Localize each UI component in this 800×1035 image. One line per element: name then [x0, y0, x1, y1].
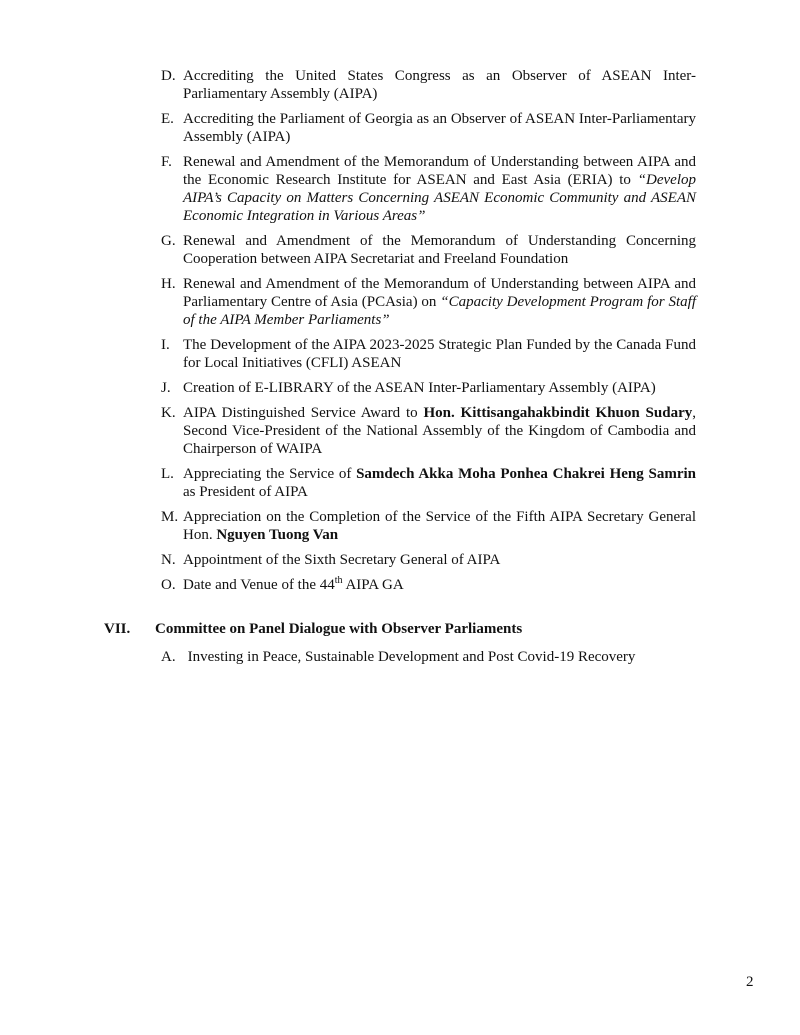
item-letter: E.: [161, 111, 174, 127]
item-letter: H.: [161, 276, 176, 292]
item-letter: F.: [161, 154, 172, 170]
item-text: [183, 336, 696, 372]
text-run: AIPA Distinguished Service Award to: [183, 405, 424, 421]
list-item: [161, 379, 696, 397]
item-letter: N.: [161, 552, 176, 568]
item-letter: O.: [161, 577, 176, 593]
item-text: [183, 379, 696, 397]
item-letter: I.: [161, 337, 170, 353]
text-run: Accrediting the Parliament of Georgia as an Observer of ASEAN Inter-Parliamentary Assembly (AIPA): [183, 111, 696, 145]
item-text: [183, 551, 696, 569]
bold-name: Hon. Kittisangahakbindit Khuon Sudary: [423, 405, 693, 421]
item-text: [183, 465, 696, 501]
text-run: Renewal and Amendment of the Memorandum of Understanding between AIPA and the Economic Research Institute for ASEAN and East Asia (ERIA) to: [183, 154, 696, 188]
list-item: [161, 508, 696, 544]
bold-name: Samdech Akka Moha Ponhea Chakrei Heng Samrin: [356, 466, 696, 482]
list-item: [161, 404, 696, 458]
text-run: Renewal and Amendment of the Memorandum of Understanding Concerning Cooperation between AIPA Secretariat and Freeland Foundation: [183, 233, 696, 267]
item-text: [183, 232, 696, 268]
page-number: 2: [746, 974, 754, 990]
text-run: Date and Venue of the 44: [183, 577, 335, 593]
item-text: [183, 508, 696, 544]
section-number: VII.: [104, 621, 131, 637]
text-run: Appointment of the Sixth Secretary General of AIPA: [183, 552, 501, 568]
item-text: [183, 404, 696, 458]
sub-item-title: Investing in Peace, Sustainable Development and Post Covid-19 Recovery: [187, 649, 636, 665]
item-text: [183, 110, 696, 146]
agenda-item-list: [161, 67, 696, 601]
italic-title: “Develop AIPA’s Capacity on Matters Concerning ASEAN Economic Community and ASEAN Economic Integration in Various Areas”: [183, 172, 696, 224]
list-item: [161, 551, 696, 569]
item-letter: K.: [161, 405, 176, 421]
text-run: Creation of E-LIBRARY of the ASEAN Inter-Parliamentary Assembly (AIPA): [183, 380, 656, 396]
text-run: th: [334, 575, 343, 586]
section-title: Committee on Panel Dialogue with Observer Parliaments: [155, 621, 523, 637]
item-text: [183, 576, 696, 594]
italic-title: “Capacity Development Program for Staff of the AIPA Member Parliaments”: [183, 294, 696, 328]
text-run: Renewal and Amendment of the Memorandum of Understanding between AIPA and Parliamentary Centre of Asia (PCAsia) on: [183, 276, 696, 310]
sub-item: [161, 648, 635, 666]
text-run: as President of AIPA: [183, 484, 308, 500]
text-run: Accrediting the United States Congress as an Observer of ASEAN Inter-Parliamentary Assembly (AIPA): [183, 68, 696, 102]
list-item: [161, 275, 696, 329]
item-letter: G.: [161, 233, 176, 249]
list-item: [161, 576, 696, 594]
list-item: [161, 336, 696, 372]
text-run: Appreciating the Service of: [183, 466, 357, 482]
text-run: Appreciation on the Completion of the Service of the Fifth AIPA Secretary General Hon.: [183, 509, 696, 543]
item-letter: D.: [161, 68, 176, 84]
item-text: [183, 275, 696, 329]
sub-item-letter: A.: [161, 649, 176, 665]
list-item: [161, 465, 696, 501]
item-letter: L.: [161, 466, 174, 482]
list-item: [161, 153, 696, 225]
bold-name: Nguyen Tuong Van: [216, 527, 339, 543]
list-item: [161, 232, 696, 268]
item-text: [183, 153, 696, 225]
list-item: [161, 67, 696, 103]
item-letter: J.: [161, 380, 171, 396]
text-run: , Second Vice-President of the National Assembly of the Kingdom of Cambodia and Chairperson of WAIPA: [183, 405, 696, 457]
list-item: [161, 110, 696, 146]
item-letter: M.: [161, 509, 179, 525]
text-run: AIPA GA: [342, 577, 404, 593]
item-text: [183, 67, 696, 103]
text-run: The Development of the AIPA 2023-2025 Strategic Plan Funded by the Canada Fund for Local Initiatives (CFLI) ASEAN: [183, 337, 696, 371]
